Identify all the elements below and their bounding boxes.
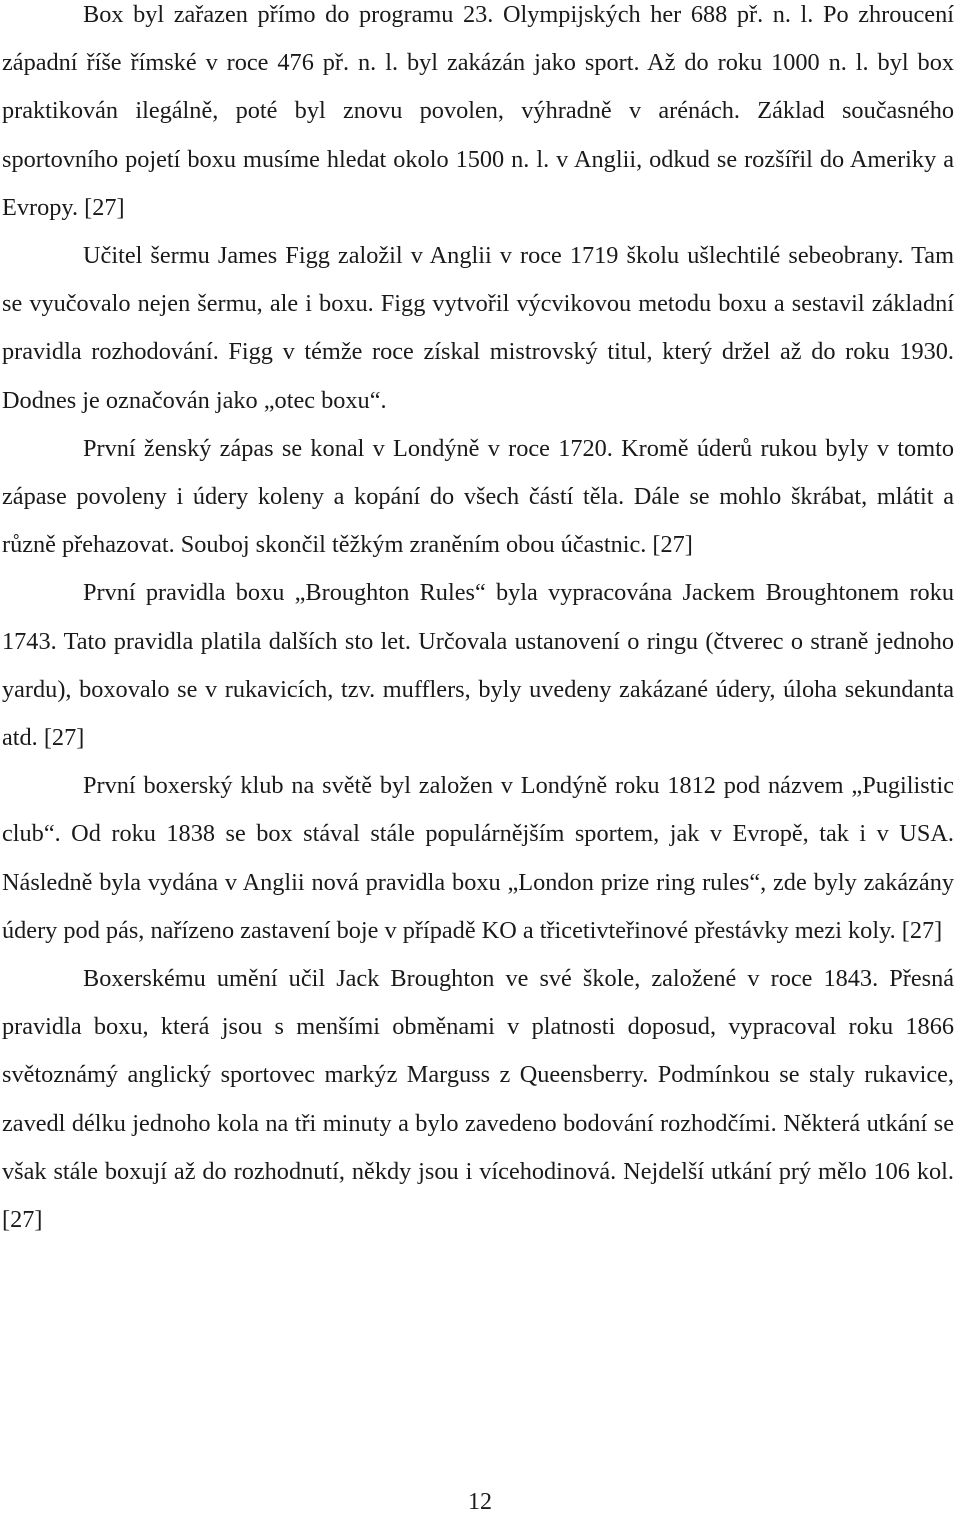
paragraph-first-women-match: První ženský zápas se konal v Londýně v roce 1720. Kromě úderů rukou byly v tomto zápase povoleny i údery koleny a kopání do všech částí těla. Dále se mohlo škrábat, mlátit a různě přehazovat. Souboj skončil těžkým zraněním obou účastnic. [27] xyxy=(2,434,954,559)
paragraph-james-figg: Učitel šermu James Figg založil v Anglii v roce 1719 školu ušlechtilé sebeobrany. Tam se vyučovalo nejen šermu, ale i boxu. Figg vytvořil výcvikovou metodu boxu a sestavil základní pravidla rozhodování. Figg v témže roce získal mistrovský titul, který držel až do roku 1930. Dodnes je označován jako „otec boxu“. xyxy=(2,242,954,414)
paragraph-ancient-history: Box byl zařazen přímo do programu 23. Olympijských her 688 př. n. l. Po zhroucení západní říše římské v roce 476 př. n. l. byl zakázán jako sport. Až do roku 1000 n. l. byl box praktikován ilegálně, poté byl znovu povolen, výhradně v arénách. Základ současného sportovního pojetí boxu musíme hledat okolo 1500 n. l. v Anglii, odkud se rozšířil do Ameriky a Evropy. [27] xyxy=(2,1,954,221)
paragraph-pugilistic-club: První boxerský klub na světě byl založen v Londýně roku 1812 pod názvem „Pugilistic club“. Od roku 1838 se box stával stále populárnějším sportem, jak v Evropě, tak i v USA. Následně byla vydána v Anglii nová pravidla boxu „London prize ring rules“, zde byly zakázány údery pod pás, nařízeno zastavení boje v případě KO a třicetivteřinové přestávky mezi koly. [27] xyxy=(2,772,954,944)
paragraph-queensberry-rules: Boxerskému umění učil Jack Broughton ve své škole, založené v roce 1843. Přesná pravidla boxu, která jsou s menšími obměnami v platnosti doposud, vypracoval roku 1866 světoznámý anglický sportovec markýz Marguss z Queensberry. Podmínkou se staly rukavice, zavedl délku jednoho kola na tři minuty a bylo zavedeno bodování rozhodčími. Některá utkání se však stále boxují až do rozhodnutí, někdy jsou i vícehodinová. Nejdelší utkání prý mělo 106 kol. [27] xyxy=(2,965,954,1234)
paragraph-broughton-rules: První pravidla boxu „Broughton Rules“ byla vypracována Jackem Broughtonem roku 1743. Tato pravidla platila dalších sto let. Určovala ustanovení o ringu (čtverec o straně jednoho yardu), boxovalo se v rukavicích, tzv. mufflers, byly uvedeny zakázané údery, úloha sekundanta atd. [27] xyxy=(2,579,954,752)
page-number: 12 xyxy=(468,1489,492,1515)
body-text xyxy=(2,0,954,1244)
